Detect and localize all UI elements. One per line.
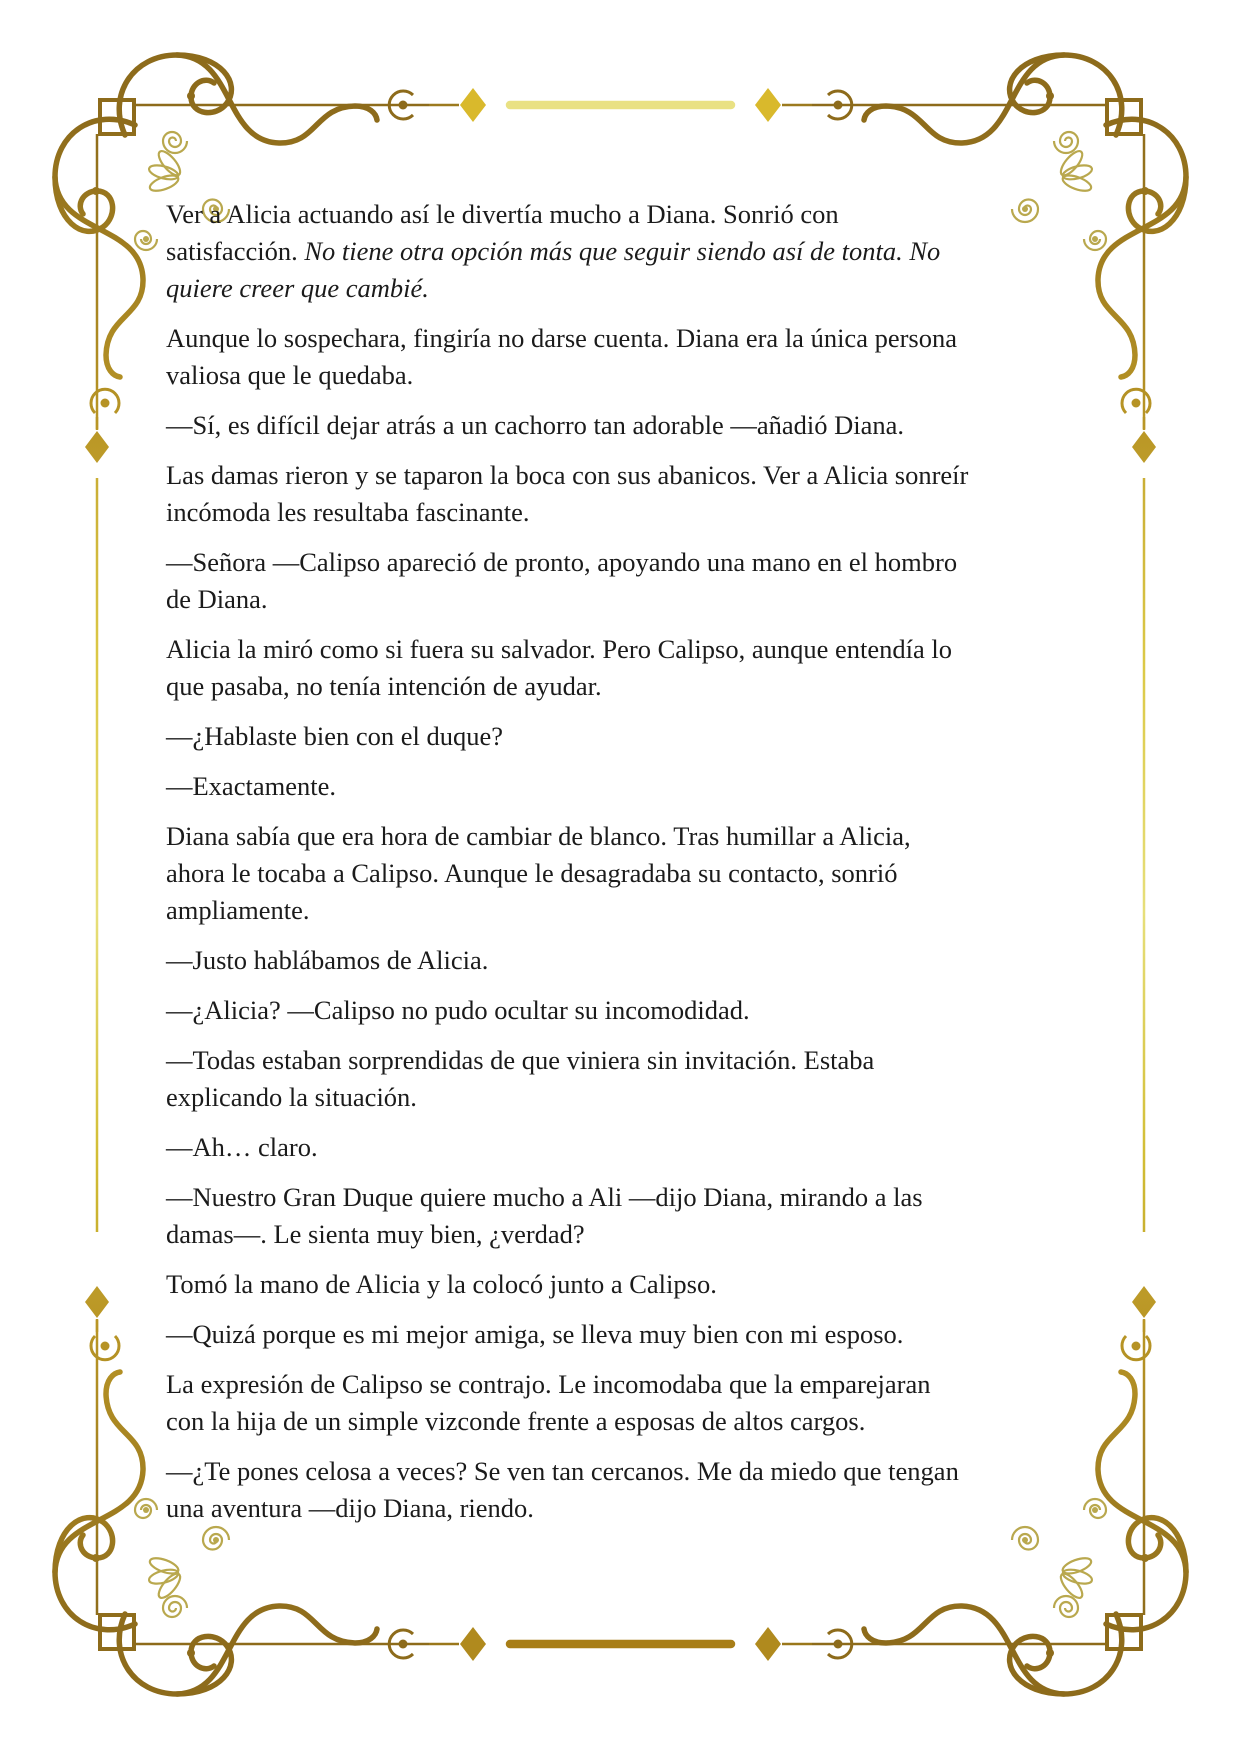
text-line bbox=[166, 1042, 1106, 1079]
text-run: ampliamente. bbox=[166, 895, 310, 925]
text-line bbox=[166, 942, 1106, 979]
text-line bbox=[166, 544, 1106, 581]
text-line bbox=[166, 1129, 1106, 1166]
text-run: —Justo hablábamos de Alicia. bbox=[166, 945, 489, 975]
text-line bbox=[166, 357, 1106, 394]
text-run: Diana sabía que era hora de cambiar de blanco. Tras humillar a Alicia, bbox=[166, 821, 911, 851]
text-line bbox=[166, 407, 1106, 444]
bottom-divider bbox=[429, 1627, 812, 1661]
paragraph bbox=[166, 457, 1106, 531]
italic-text-run: No tiene otra opción más que seguir siendo así de tonta. No bbox=[304, 236, 941, 266]
paragraph bbox=[166, 407, 1106, 444]
text-run: Tomó la mano de Alicia y la colocó junto a Calipso. bbox=[166, 1269, 717, 1299]
text-run: que pasaba, no tenía intención de ayudar. bbox=[166, 671, 602, 701]
text-line bbox=[166, 494, 1106, 531]
paragraph bbox=[166, 718, 1106, 755]
paragraph bbox=[166, 818, 1106, 929]
text-run: damas—. Le sienta muy bien, ¿verdad? bbox=[166, 1219, 585, 1249]
text-line bbox=[166, 320, 1106, 357]
text-run: —Ah… claro. bbox=[166, 1132, 318, 1162]
paragraph bbox=[166, 631, 1106, 705]
text-line bbox=[166, 1490, 1106, 1527]
divider-diamond bbox=[460, 1627, 486, 1661]
top-divider bbox=[429, 88, 812, 122]
text-line bbox=[166, 1316, 1106, 1353]
text-line bbox=[166, 233, 1106, 270]
text-line bbox=[166, 1403, 1106, 1440]
page-text bbox=[166, 196, 1106, 1540]
paragraph bbox=[166, 768, 1106, 805]
text-line bbox=[166, 1366, 1106, 1403]
paragraph bbox=[166, 1179, 1106, 1253]
text-line bbox=[166, 992, 1106, 1029]
text-run: —¿Te pones celosa a veces? Se ven tan cercanos. Me da miedo que tengan bbox=[166, 1456, 959, 1486]
paragraph bbox=[166, 1129, 1106, 1166]
divider-diamond bbox=[460, 88, 486, 122]
text-run: Las damas rieron y se taparon la boca con sus abanicos. Ver a Alicia sonreír bbox=[166, 460, 969, 490]
text-line bbox=[166, 1266, 1106, 1303]
paragraph bbox=[166, 1266, 1106, 1303]
text-line bbox=[166, 892, 1106, 929]
text-run: —Señora —Calipso apareció de pronto, apoyando una mano en el hombro bbox=[166, 547, 958, 577]
text-line bbox=[166, 1453, 1106, 1490]
text-line bbox=[166, 196, 1106, 233]
text-run: ahora le tocaba a Calipso. Aunque le desagradaba su contacto, sonrió bbox=[166, 858, 898, 888]
paragraph bbox=[166, 544, 1106, 618]
text-run: satisfacción. bbox=[166, 236, 305, 266]
divider-diamond bbox=[755, 1627, 781, 1661]
text-line bbox=[166, 718, 1106, 755]
text-run: —¿Hablaste bien con el duque? bbox=[166, 721, 504, 751]
paragraph bbox=[166, 992, 1106, 1029]
text-run: Alicia la miró como si fuera su salvador. Pero Calipso, aunque entendía lo bbox=[166, 634, 952, 664]
text-run: —¿Alicia? —Calipso no pudo ocultar su incomodidad. bbox=[166, 995, 750, 1025]
text-run: de Diana. bbox=[166, 584, 268, 614]
text-line bbox=[166, 1079, 1106, 1116]
paragraph bbox=[166, 1316, 1106, 1353]
divider-diamond bbox=[755, 88, 781, 122]
text-line bbox=[166, 768, 1106, 805]
text-run: —Quizá porque es mi mejor amiga, se lleva muy bien con mi esposo. bbox=[166, 1319, 904, 1349]
text-run: —Nuestro Gran Duque quiere mucho a Ali —dijo Diana, mirando a las bbox=[166, 1182, 923, 1212]
text-line bbox=[166, 1216, 1106, 1253]
text-run: una aventura —dijo Diana, riendo. bbox=[166, 1493, 534, 1523]
text-run: valiosa que le quedaba. bbox=[166, 360, 414, 390]
text-run: Aunque lo sospechara, fingiría no darse cuenta. Diana era la única persona bbox=[166, 323, 957, 353]
text-run: —Exactamente. bbox=[166, 771, 336, 801]
text-line bbox=[166, 270, 1106, 307]
text-run: —Sí, es difícil dejar atrás a un cachorro tan adorable —añadió Diana. bbox=[166, 410, 905, 440]
paragraph bbox=[166, 1042, 1106, 1116]
text-line bbox=[166, 581, 1106, 618]
text-line bbox=[166, 818, 1106, 855]
text-run: Ver a Alicia actuando así le divertía mucho a Diana. Sonrió con bbox=[166, 199, 839, 229]
paragraph bbox=[166, 1453, 1106, 1527]
paragraph bbox=[166, 942, 1106, 979]
text-run: con la hija de un simple vizconde frente a esposas de altos cargos. bbox=[166, 1406, 866, 1436]
text-line bbox=[166, 631, 1106, 668]
text-line bbox=[166, 855, 1106, 892]
paragraph bbox=[166, 196, 1106, 307]
text-line bbox=[166, 1179, 1106, 1216]
text-line bbox=[166, 668, 1106, 705]
text-run: incómoda les resultaba fascinante. bbox=[166, 497, 530, 527]
paragraph bbox=[166, 320, 1106, 394]
italic-text-run: quiere creer que cambié. bbox=[166, 273, 429, 303]
text-run: explicando la situación. bbox=[166, 1082, 417, 1112]
paragraph bbox=[166, 1366, 1106, 1440]
text-run: La expresión de Calipso se contrajo. Le incomodaba que la emparejaran bbox=[166, 1369, 931, 1399]
text-line bbox=[166, 457, 1106, 494]
text-run: —Todas estaban sorprendidas de que viniera sin invitación. Estaba bbox=[166, 1045, 875, 1075]
